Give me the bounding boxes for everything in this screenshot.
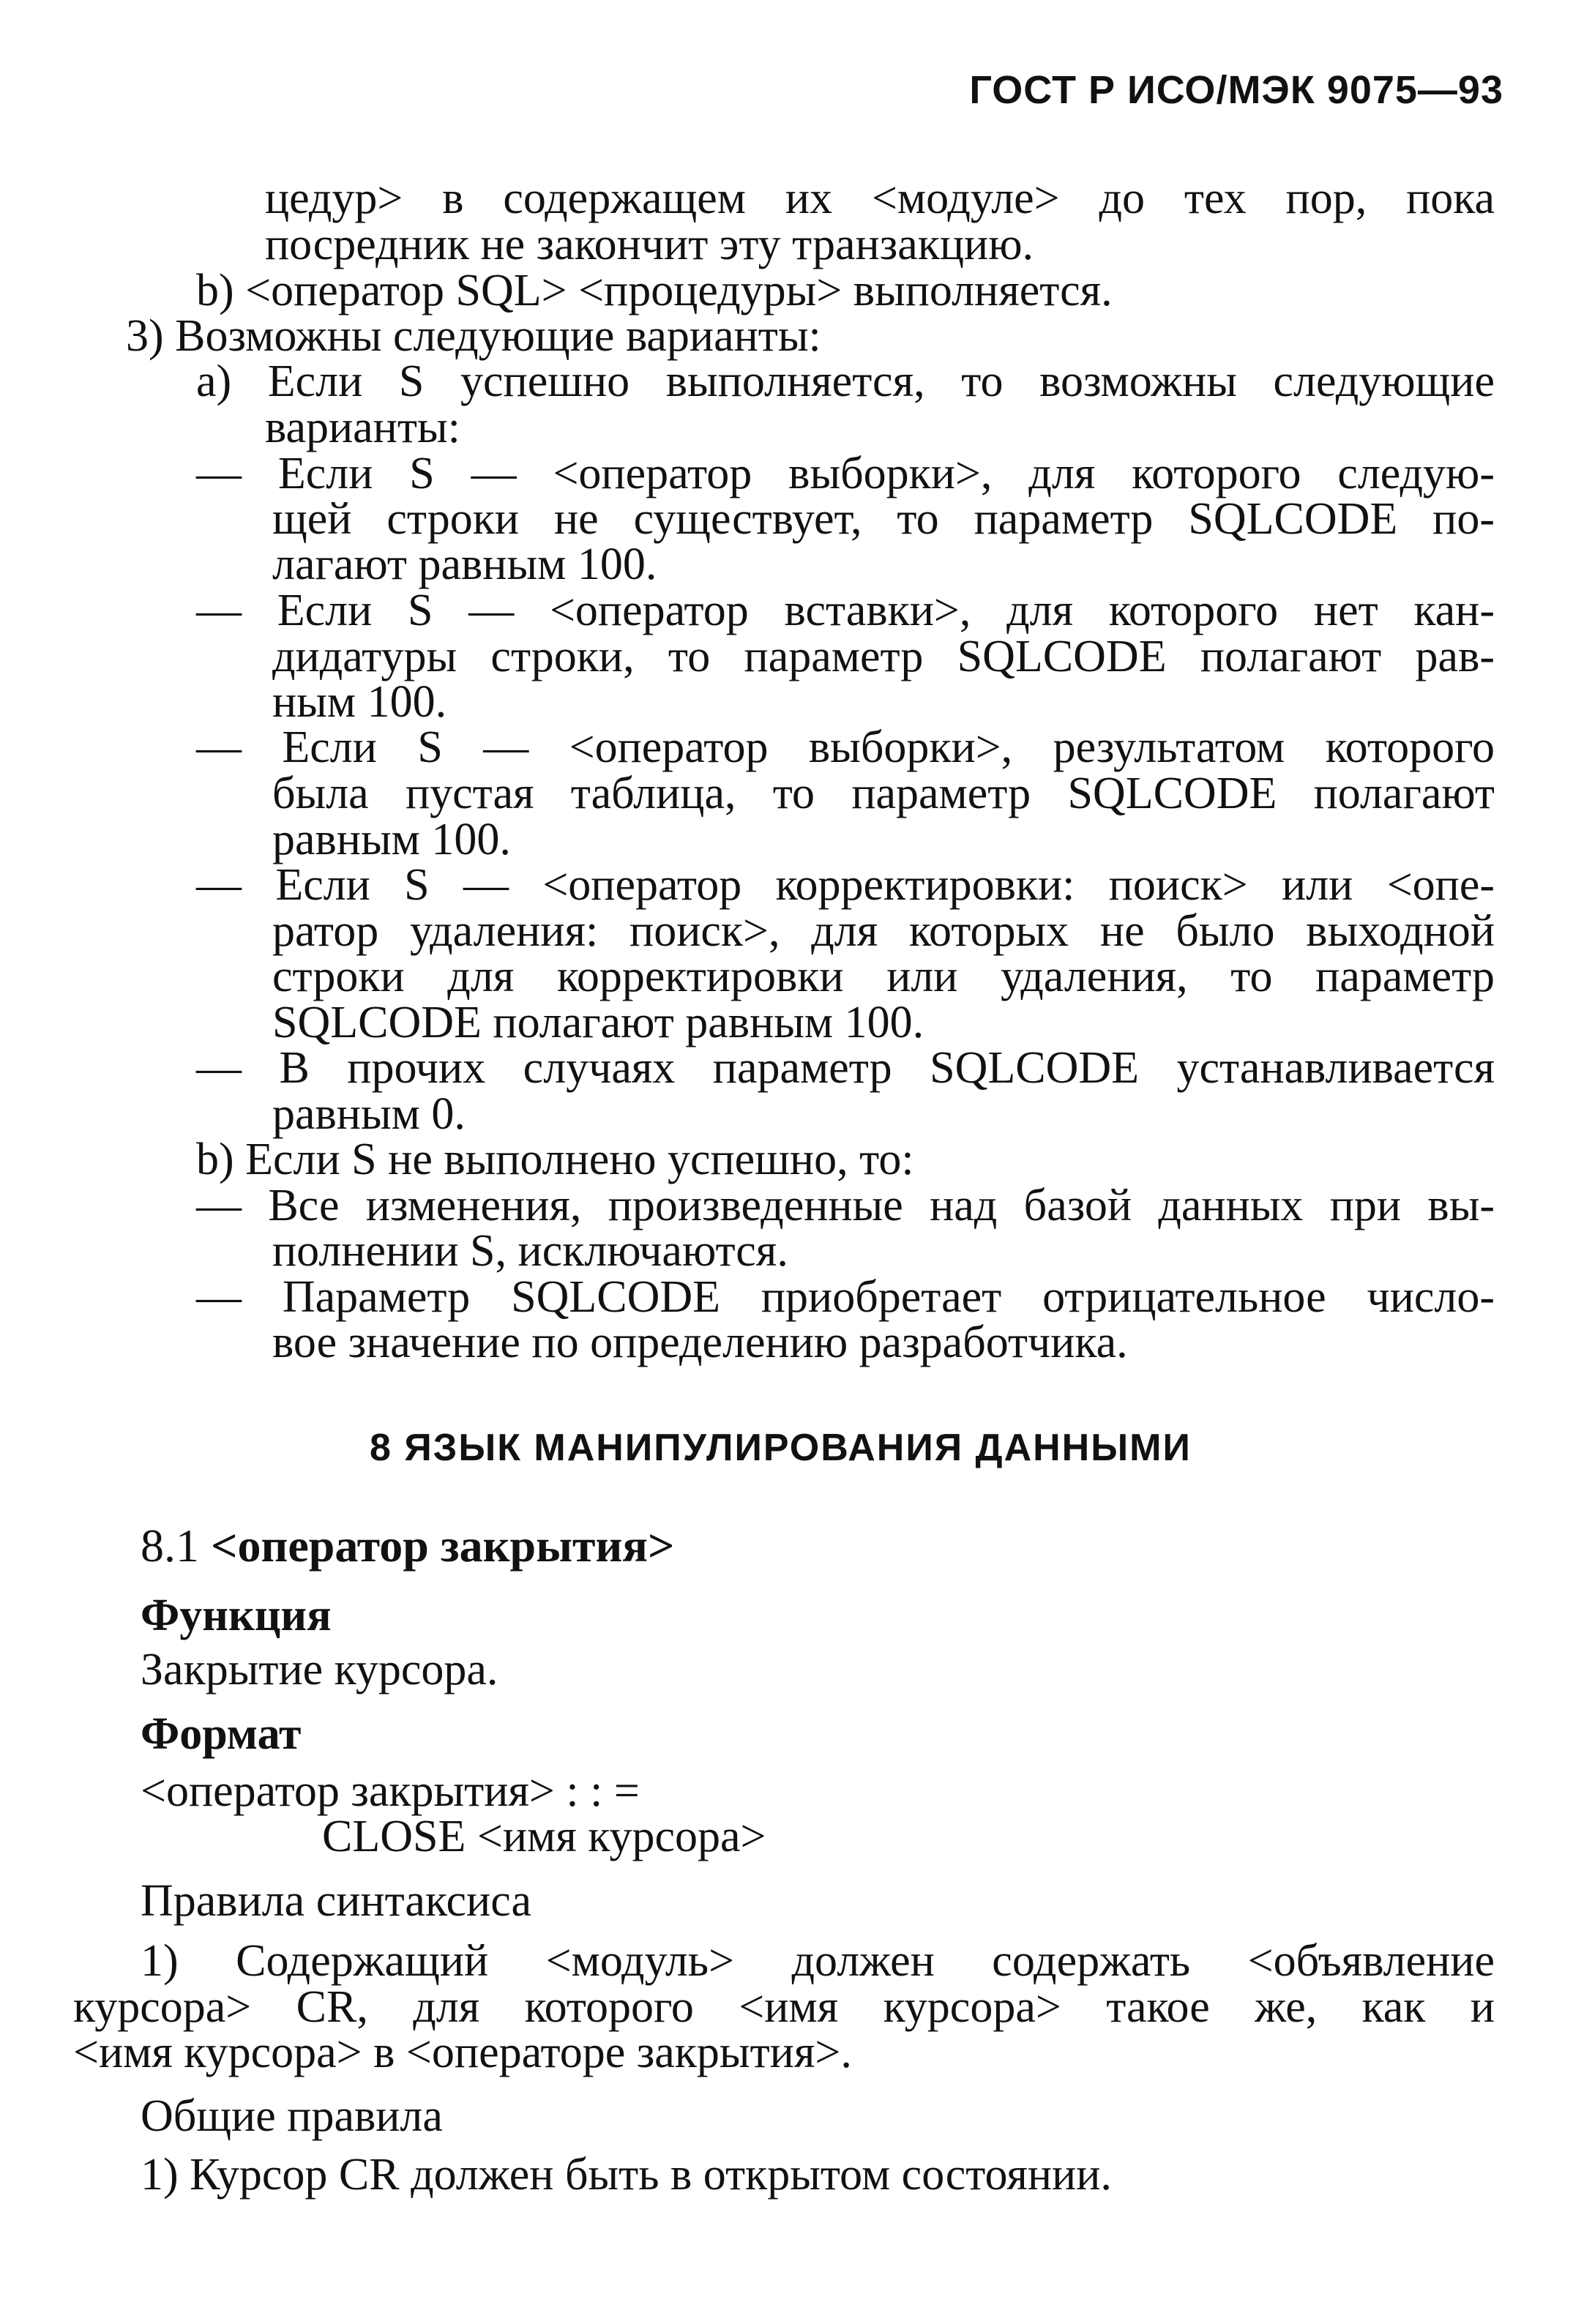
body-line: была пустая таблица, то параметр SQLCODE полагают [272,769,1495,818]
function-text: Закрытие курсора. [141,1645,498,1695]
body-line: — Если S — <оператор выборки>, результатом которого [196,722,1495,772]
subsection-title: <оператор закрытия> [211,1520,675,1572]
body-line: — Если S — <оператор корректировки: поиск> или <опе- [196,860,1495,910]
page-header: ГОСТ Р ИСО/МЭК 9075—93 [969,68,1503,112]
body-line: вое значение по определению разработчика. [272,1318,1128,1367]
body-line: полнении S, исключаются. [272,1226,788,1276]
format-line: <оператор закрытия> : : = [141,1766,640,1816]
subsection-number: 8.1 [141,1520,199,1572]
syntax-line: <имя курсора> в <операторе закрытия>. [73,2028,852,2077]
body-line: 3) Возможны следующие варианты: [126,311,821,361]
subsection-heading [141,1520,675,1572]
body-line: дидатуры строки, то параметр SQLCODE полагают рав- [272,632,1495,681]
syntax-heading: Правила синтаксиса [141,1876,532,1926]
body-line: a) Если S успешно выполняется, то возможны следующие [196,356,1495,406]
body-line: — В прочих случаях параметр SQLCODE устанавливается [196,1043,1495,1093]
format-heading: Формат [141,1709,302,1759]
body-line: строки для корректировки или удаления, то параметр [272,952,1495,1001]
body-line: b) Если S не выполнено успешно, то: [196,1135,914,1184]
syntax-line: 1) Содержащий <модуль> должен содержать <объявление [141,1936,1495,1986]
general-text: 1) Курсор CR должен быть в открытом состоянии. [141,2150,1112,2200]
body-line: цедур> в содержащем их <модуле> до тех пор, пока [265,173,1495,223]
body-line: варианты: [265,403,460,452]
body-line: лагают равным 100. [272,539,657,589]
body-line: ным 100. [272,677,447,727]
syntax-line: курсора> CR, для которого <имя курсора> такое же, как и [73,1982,1495,2032]
function-heading: Функция [141,1591,332,1640]
body-line: — Если S — <оператор вставки>, для которого нет кан- [196,586,1495,635]
body-line: — Параметр SQLCODE приобретает отрицательное число- [196,1272,1495,1322]
body-line: b) <оператор SQL> <процедуры> выполняется. [196,266,1113,315]
general-heading: Общие правила [141,2091,443,2141]
section-title: 8 ЯЗЫК МАНИПУЛИРОВАНИЯ ДАННЫМИ [370,1427,1192,1469]
body-line: равным 100. [272,815,511,864]
body-line: посредник не закончит эту транзакцию. [265,220,1034,269]
body-line: — Если S — <оператор выборки>, для которого следую- [196,449,1495,498]
format-line: CLOSE <имя курсора> [322,1812,766,1861]
body-line: равным 0. [272,1089,466,1139]
body-line: ратор удаления: поиск>, для которых не было выходной [272,906,1495,956]
body-line: щей строки не существует, то параметр SQLCODE по- [272,494,1495,544]
body-line: — Все изменения, произведенные над базой данных при вы- [196,1181,1495,1230]
body-line: SQLCODE полагают равным 100. [272,998,924,1047]
